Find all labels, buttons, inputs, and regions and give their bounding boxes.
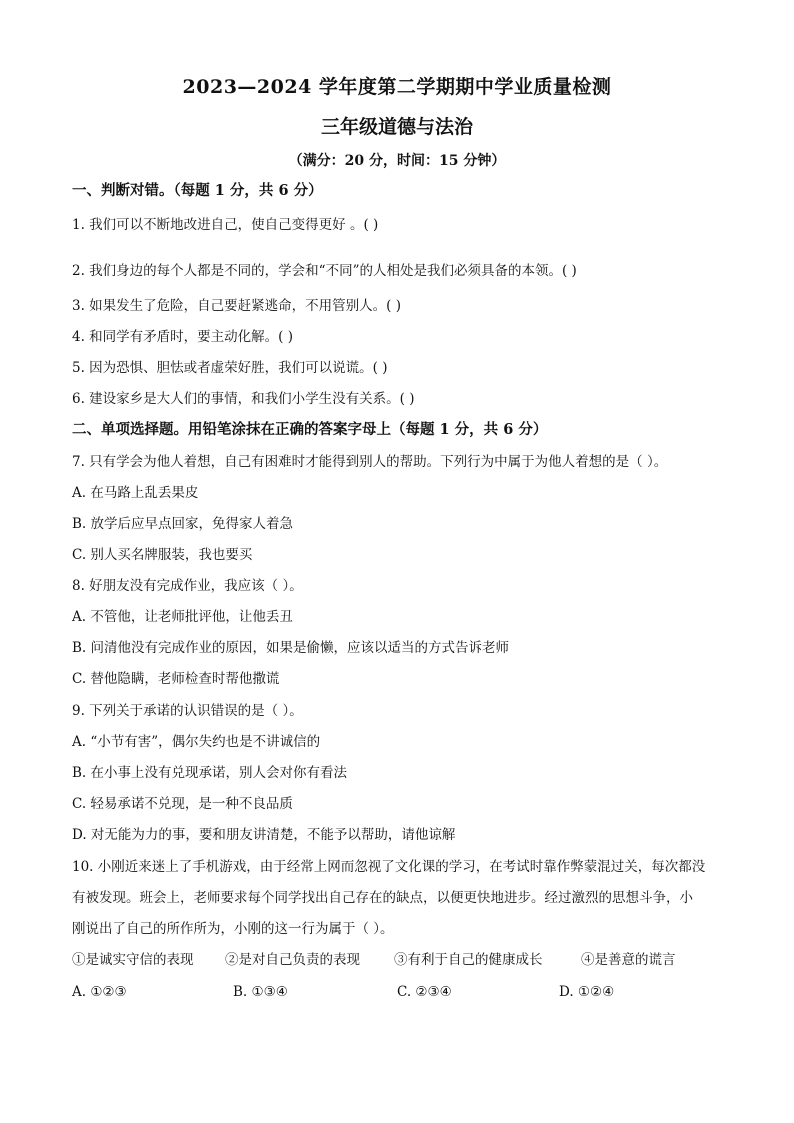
q7-option-a[interactable]: A. 在马路上乱丢果皮: [72, 485, 199, 501]
exam-subject: 三年级道德与法治: [320, 116, 473, 138]
q9-option-c[interactable]: C. 轻易承诺不兑现，是一种不良品质: [72, 796, 293, 812]
question-10-line3: 刚说出了自己的所作所为，小刚的这一行为属于（ ）。: [72, 921, 394, 937]
q9-option-a[interactable]: A. “小节有害”，偶尔失约也是不讲诚信的: [72, 734, 321, 750]
q10-option-d[interactable]: D. ①②④: [559, 984, 615, 1000]
judge-item-3: 3. 如果发生了危险，自己要赶紧逃命，不用管别人。( ): [72, 298, 401, 314]
question-8: 8. 好朋友没有完成作业，我应该（ ）。: [72, 578, 303, 594]
q10-statement-1: ①是诚实守信的表现: [72, 952, 194, 968]
q10-statement-2: ②是对自己负责的表现: [225, 952, 360, 968]
q10-option-c[interactable]: C. ②③④: [397, 984, 452, 1000]
question-7: 7. 只有学会为他人着想，自己有困难时才能得到别人的帮助。下列行为中属于为他人着想的是（ ）。: [72, 454, 668, 470]
judge-item-5: 5. 因为恐惧、胆怯或者虚荣好胜，我们可以说谎。( ): [72, 360, 388, 376]
q10-statement-3: ③有利于自己的健康成长: [394, 952, 543, 968]
q10-option-b[interactable]: B. ①③④: [233, 984, 288, 1000]
q10-option-a[interactable]: A. ①②③: [72, 984, 127, 1000]
q8-option-b[interactable]: B. 问清他没有完成作业的原因，如果是偷懒，应该以适当的方式告诉老师: [72, 640, 510, 656]
judge-item-1: 1. 我们可以不断地改进自己，使自己变得更好 。( ): [72, 217, 379, 233]
q7-option-b[interactable]: B. 放学后应早点回家，免得家人着急: [72, 516, 294, 532]
q10-statement-4: ④是善意的谎言: [581, 952, 676, 968]
exam-title: 2023—2024 学年度第二学期期中学业质量检测: [182, 76, 612, 98]
q9-option-b[interactable]: B. 在小事上没有兑现承诺，别人会对你有看法: [72, 765, 348, 781]
judge-item-6: 6. 建设家乡是大人们的事情，和我们小学生没有关系。( ): [72, 391, 415, 407]
score-info: （满分：20 分，时间：15 分钟）: [288, 153, 506, 169]
judge-item-4: 4. 和同学有矛盾时，要主动化解。( ): [72, 329, 293, 345]
q7-option-c[interactable]: C. 别人买名牌服装，我也要买: [72, 547, 253, 563]
section2-heading: 二、单项选择题。用铅笔涂抹在正确的答案字母上（每题 1 分，共 6 分）: [72, 421, 548, 438]
judge-item-2: 2. 我们身边的每个人都是不同的，学会和“不同”的人相处是我们必须具备的本领。( ): [72, 263, 577, 279]
question-9: 9. 下列关于承诺的认识错误的是（ ）。: [72, 703, 303, 719]
q8-option-c[interactable]: C. 替他隐瞒，老师检查时帮他撒谎: [72, 671, 280, 687]
q9-option-d[interactable]: D. 对无能为力的事，要和朋友讲清楚，不能予以帮助，请他谅解: [72, 827, 456, 843]
q8-option-a[interactable]: A. 不管他，让老师批评他，让他丢丑: [72, 609, 293, 625]
question-10-line1: 10. 小刚近来迷上了手机游戏，由于经常上网而忽视了文化课的学习，在考试时靠作弊蒙混过关，每次都没: [72, 859, 706, 875]
section1-heading: 一、判断对错。（每题 1 分，共 6 分）: [72, 182, 323, 199]
question-10-line2: 有被发现。班会上，老师要求每个同学找出自己存在的缺点，以便更快地进步。经过激烈的思想斗争，小: [72, 890, 693, 906]
